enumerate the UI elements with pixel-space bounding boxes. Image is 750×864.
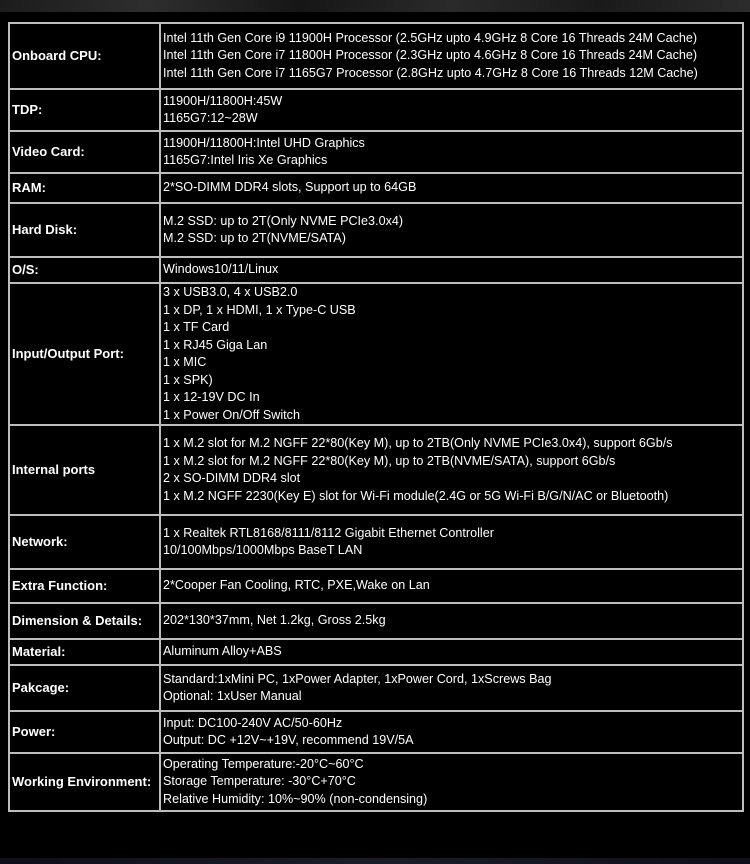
spec-value-line: 1 x TF Card [163,320,230,334]
spec-value-line: 1 x Power On/Off Switch [163,407,300,422]
spec-value-line: 1 x Realtek RTL8168/8111/8112 Gigabit Ethernet Controller [163,525,494,540]
spec-row [9,603,743,639]
spec-value-line: 2 x SO-DIMM DDR4 slot [163,471,301,485]
spec-row [9,89,743,131]
spec-label: Pakcage: [9,665,160,711]
spec-row [9,131,743,173]
spec-value [160,711,743,753]
spec-value-line: 1 x M.2 NGFF 2230(Key E) slot for Wi-Fi module(2.4G or 5G Wi-Fi B/G/N/AC or Bluetooth) [163,488,669,503]
spec-value [160,257,743,283]
spec-value [160,89,743,131]
spec-value-line: 202*130*37mm, Net 1.2kg, Gross 2.5kg [163,613,386,628]
spec-value-line: 1165G7:12~28W [163,111,258,125]
spec-value-line: 1165G7:Intel Iris Xe Graphics [163,153,328,167]
spec-value [160,603,743,639]
spec-row [9,425,743,515]
spec-label: Onboard CPU: [9,23,160,89]
spec-value-line: Relative Humidity: 10%~90% (non-condensing) [163,791,428,806]
spec-label: Video Card: [9,131,160,173]
spec-row [9,753,743,811]
spec-value [160,665,743,711]
spec-row [9,203,743,257]
spec-label: Power: [9,711,160,753]
spec-value-line: Aluminum Alloy+ABS [163,644,282,659]
spec-value-line: 10/100Mbps/1000Mbps BaseT LAN [163,543,363,557]
spec-value-line: Operating Temperature:-20°C~60°C [163,756,364,771]
spec-value-line: 1 x M.2 slot for M.2 NGFF 22*80(Key M), up to 2TB(Only NVME PCIe3.0x4), support 6Gb/s [163,436,673,450]
spec-value-line: M.2 SSD: up to 2T(NVME/SATA) [163,231,346,245]
spec-value-line: Intel 11th Gen Core i9 11900H Processor (2.5GHz upto 4.9GHz 8 Core 16 Threads 24M Cache) [163,30,698,45]
spec-row [9,711,743,753]
spec-value-line: 11900H/11800H:45W [163,93,283,108]
spec-value-line: 11900H/11800H:Intel UHD Graphics [163,135,365,150]
spec-row [9,639,743,665]
spec-value-line: 1 x M.2 slot for M.2 NGFF 22*80(Key M), up to 2TB(NVME/SATA), support 6Gb/s [163,453,616,468]
spec-row [9,569,743,603]
spec-value-line: M.2 SSD: up to 2T(Only NVME PCIe3.0x4) [163,213,404,228]
spec-label: O/S: [9,257,160,283]
spec-row [9,515,743,569]
spec-label: Dimension & Details: [9,603,160,639]
spec-label: RAM: [9,173,160,203]
spec-label: Network: [9,515,160,569]
spec-value-line: 3 x USB3.0, 4 x USB2.0 [163,285,298,299]
spec-label: Working Environment: [9,753,160,811]
spec-row [9,23,743,89]
spec-value-line: 1 x DP, 1 x HDMI, 1 x Type-C USB [163,302,356,317]
spec-value-line: 1 x SPK) [163,372,213,387]
spec-label: Material: [9,639,160,665]
spec-value-line: 2*Cooper Fan Cooling, RTC, PXE,Wake on Lan [163,578,430,593]
spec-value-line: 1 x MIC [163,355,207,369]
spec-value-line: Intel 11th Gen Core i7 11800H Processor (2.3GHz upto 4.6GHz 8 Core 16 Threads 24M Cache) [163,48,698,63]
spec-value [160,23,743,89]
specification-table [8,22,744,812]
spec-value-line: 1 x 12-19V DC In [163,390,260,404]
spec-row [9,173,743,203]
spec-value [160,515,743,569]
spec-value-line: 2*SO-DIMM DDR4 slots, Support up to 64GB [163,180,417,195]
spec-value [160,425,743,515]
spec-value-line: Output: DC +12V~+19V, recommend 19V/5A [163,733,414,747]
spec-row [9,665,743,711]
spec-value-line: 1 x RJ45 Giga Lan [163,337,268,352]
spec-value-line: Windows10/11/Linux [163,262,279,277]
spec-value-line: Input: DC100-240V AC/50-60Hz [163,715,343,730]
spec-label: Hard Disk: [9,203,160,257]
spec-value-line: Intel 11th Gen Core i7 1165G7 Processor (2.8GHz upto 4.7GHz 8 Core 16 Threads 12M Cache) [163,65,698,80]
spec-value [160,569,743,603]
spec-value [160,203,743,257]
spec-row [9,283,743,425]
spec-value [160,131,743,173]
spec-value [160,753,743,811]
spec-value-line: Standard:1xMini PC, 1xPower Adapter, 1xPower Cord, 1xScrews Bag [163,671,552,686]
spec-row [9,257,743,283]
spec-value [160,283,743,425]
spec-label: Internal ports [9,425,160,515]
spec-value [160,173,743,203]
decorative-bottom-band [0,858,750,864]
spec-value-line: Optional: 1xUser Manual [163,689,302,703]
spec-label: Input/Output Port: [9,283,160,425]
spec-label: TDP: [9,89,160,131]
spec-label: Extra Function: [9,569,160,603]
spec-value-line: Storage Temperature: -30°C+70°C [163,774,356,789]
spec-value [160,639,743,665]
decorative-top-band [0,0,750,12]
